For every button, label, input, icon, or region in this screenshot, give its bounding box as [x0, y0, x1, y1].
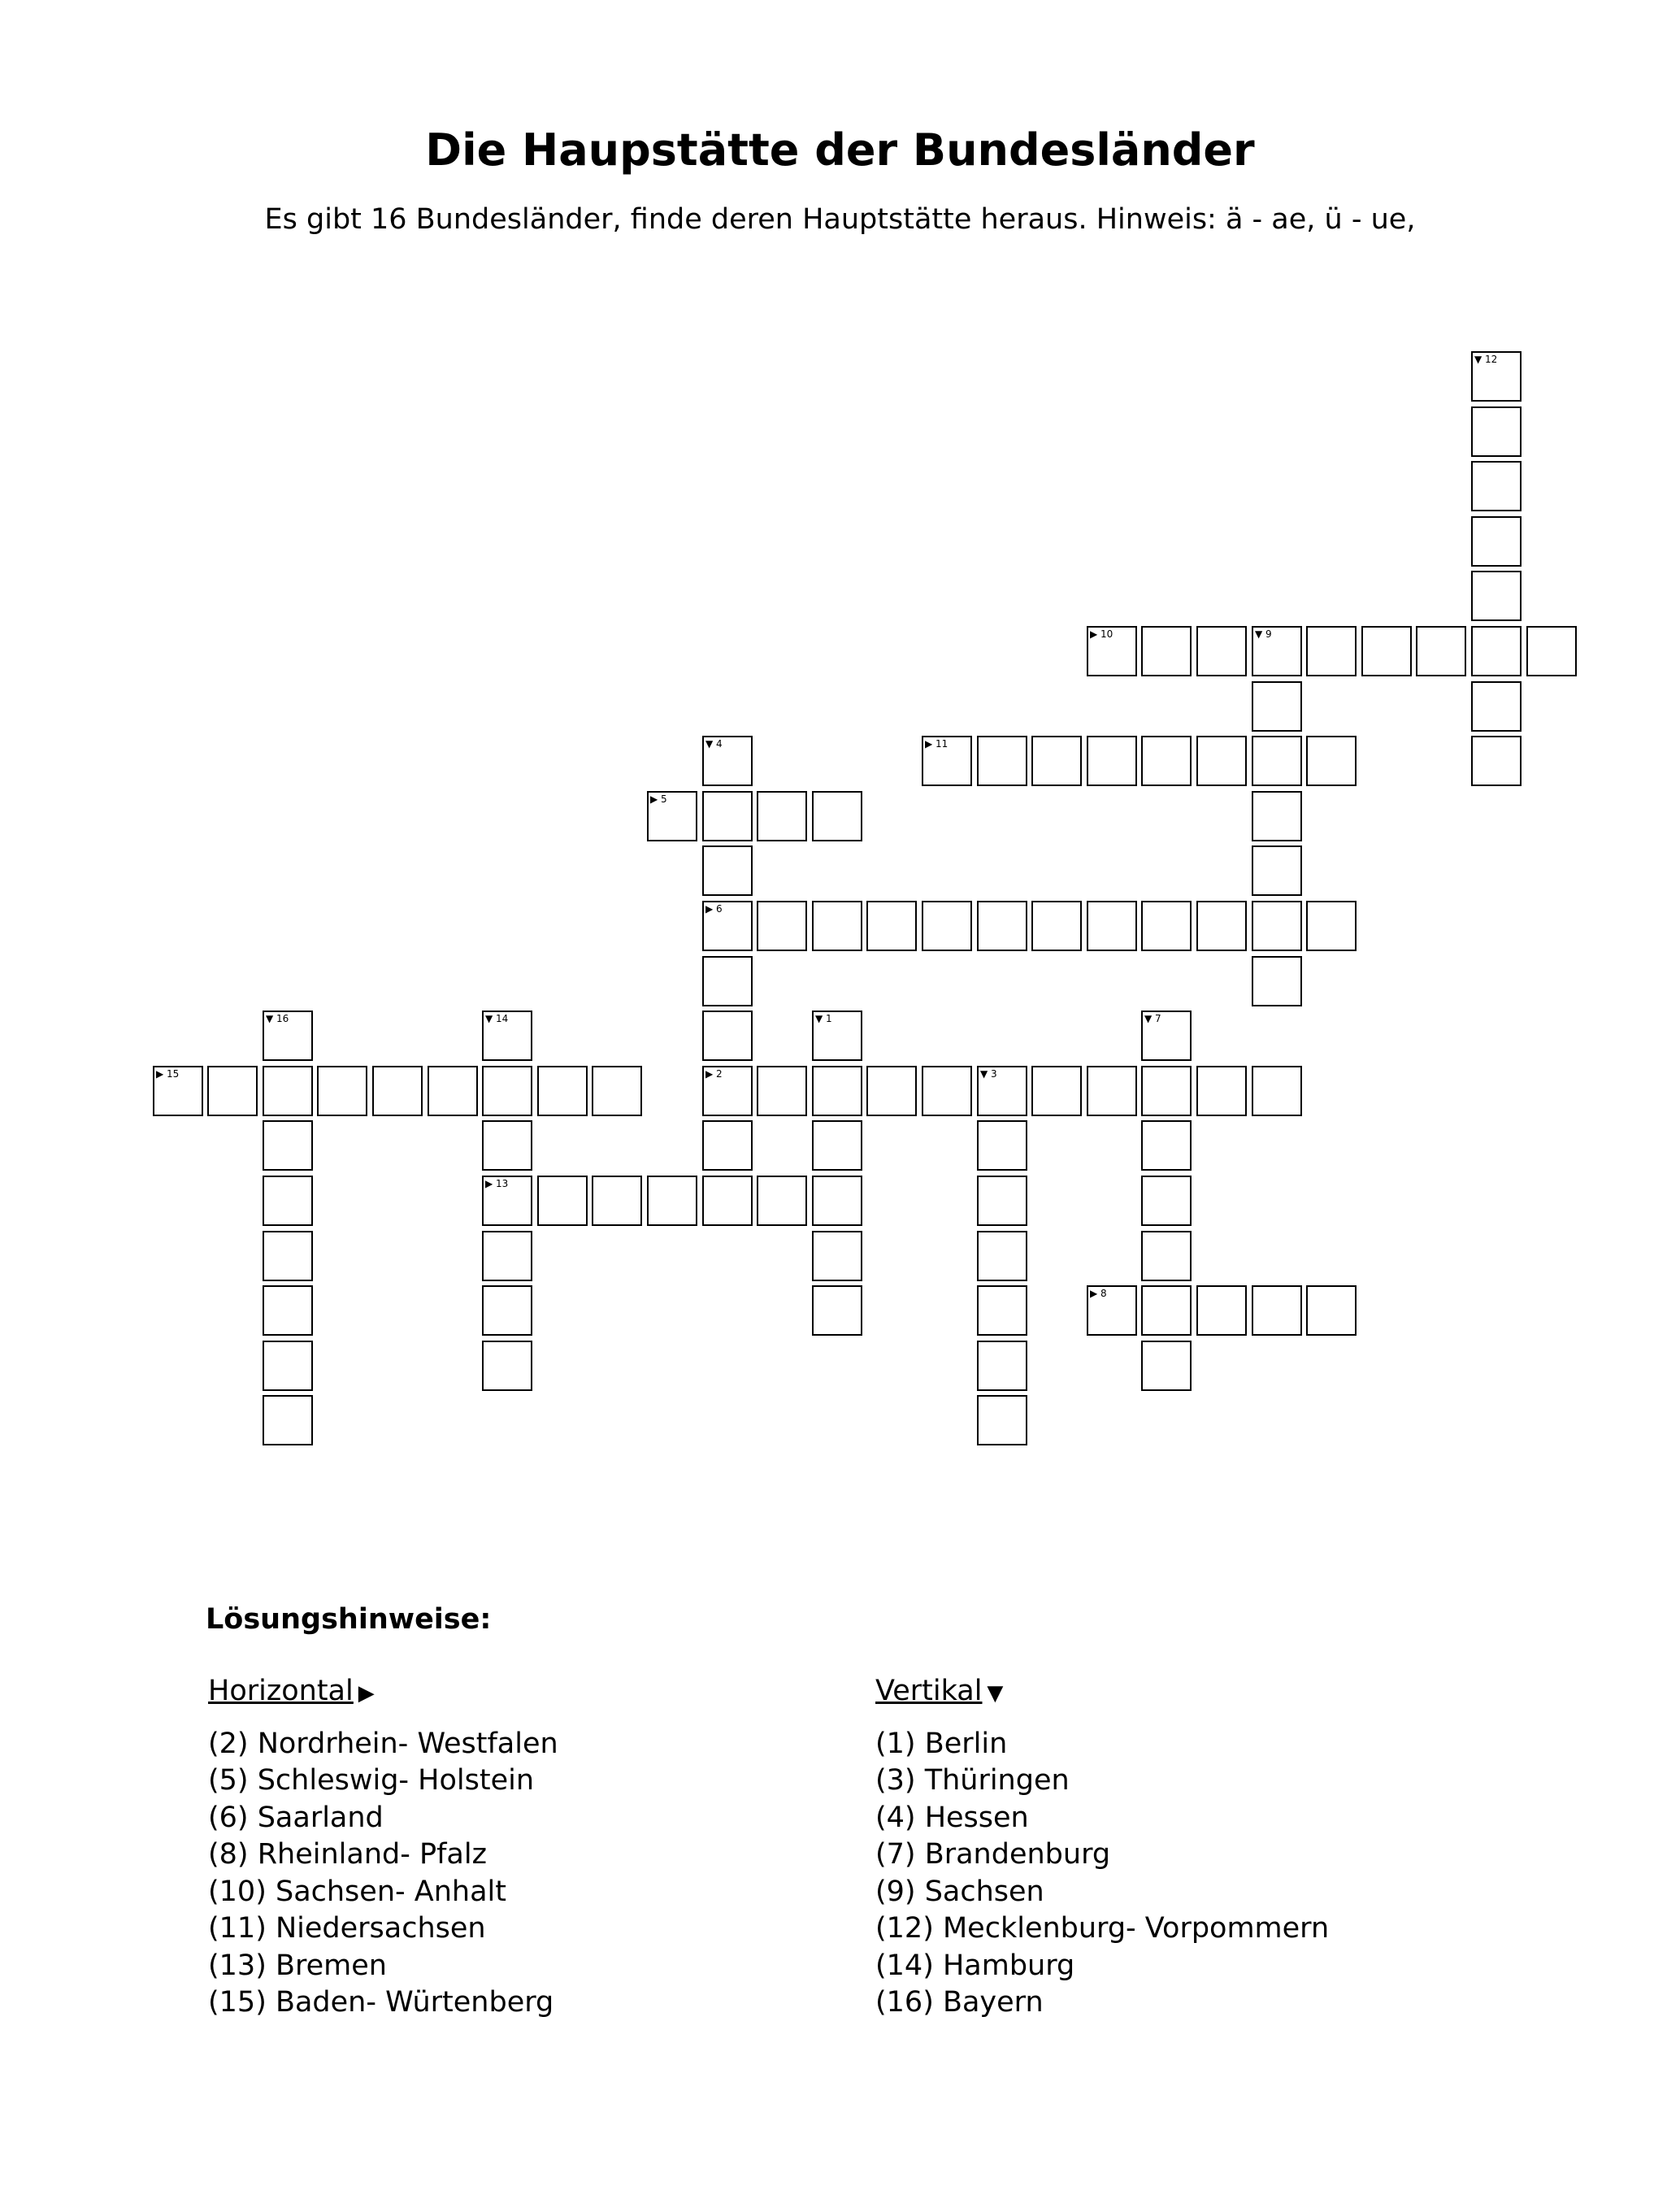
crossword-cell[interactable] — [153, 1066, 203, 1116]
crossword-cell[interactable] — [1087, 1285, 1137, 1336]
crossword-cell[interactable] — [922, 901, 972, 951]
crossword-cell[interactable] — [977, 1120, 1027, 1171]
crossword-cell[interactable] — [702, 845, 753, 896]
crossword-cell[interactable] — [482, 1285, 532, 1336]
clue-number: ▶ 13 — [485, 1178, 509, 1189]
crossword-cell[interactable] — [1087, 736, 1137, 786]
crossword-cell[interactable] — [1141, 1066, 1192, 1116]
crossword-cell[interactable] — [1141, 901, 1192, 951]
clue-item: (14) Hamburg — [875, 1949, 1075, 1982]
crossword-cell[interactable] — [482, 1066, 532, 1116]
clue-number: ▶ 8 — [1090, 1288, 1107, 1299]
crossword-cell[interactable] — [922, 1066, 972, 1116]
clue-item: (16) Bayern — [875, 1986, 1044, 2019]
clue-number: ▶ 2 — [705, 1068, 723, 1080]
crossword-cell[interactable] — [812, 1120, 862, 1171]
crossword-cell[interactable] — [977, 1341, 1027, 1391]
crossword-cell[interactable] — [977, 1176, 1027, 1226]
crossword-cell[interactable] — [482, 1231, 532, 1281]
clue-number: ▶ 15 — [156, 1068, 180, 1080]
crossword-cell[interactable] — [702, 1011, 753, 1061]
crossword-cell[interactable] — [1252, 845, 1302, 896]
crossword-cell[interactable] — [702, 791, 753, 841]
crossword-cell[interactable] — [592, 1066, 642, 1116]
clue-number: ▼ 9 — [1255, 628, 1272, 640]
crossword-cell[interactable] — [1141, 736, 1192, 786]
vertical-clues — [875, 1673, 1329, 2022]
crossword-cell[interactable] — [1252, 736, 1302, 786]
crossword-cell[interactable] — [1196, 736, 1247, 786]
crossword-cell[interactable] — [812, 791, 862, 841]
crossword-cell[interactable] — [1306, 736, 1357, 786]
crossword-cell[interactable] — [207, 1066, 258, 1116]
crossword-cell[interactable] — [1196, 1066, 1247, 1116]
crossword-cell[interactable] — [263, 1341, 313, 1391]
vertical-label: Vertikal — [875, 1675, 983, 1707]
crossword-cell[interactable] — [1306, 626, 1357, 676]
crossword-cell[interactable] — [263, 1066, 313, 1116]
crossword-cell[interactable] — [866, 901, 917, 951]
clue-number: ▼ 7 — [1144, 1013, 1161, 1024]
crossword-cell[interactable] — [757, 901, 807, 951]
crossword-cell[interactable] — [1141, 1341, 1192, 1391]
crossword-cell[interactable] — [1031, 1066, 1082, 1116]
crossword-cell[interactable] — [1416, 626, 1466, 676]
crossword-cell[interactable] — [1141, 1011, 1192, 1061]
clue-number: ▼ 4 — [705, 738, 723, 750]
crossword-cell[interactable] — [812, 1285, 862, 1336]
clue-item: (13) Bremen — [208, 1949, 387, 1982]
crossword-cell[interactable] — [592, 1176, 642, 1226]
crossword-cell[interactable] — [482, 1176, 532, 1226]
crossword-cell[interactable] — [922, 736, 972, 786]
crossword-cell[interactable] — [1306, 1285, 1357, 1336]
crossword-cell[interactable] — [1252, 791, 1302, 841]
crossword-cell[interactable] — [812, 901, 862, 951]
clue-number: ▼ 16 — [266, 1013, 289, 1024]
clue-item: (3) Thüringen — [875, 1764, 1070, 1797]
crossword-cell[interactable] — [702, 956, 753, 1006]
page-subtitle: Es gibt 16 Bundesländer, finde deren Hauptstätte heraus. Hinweis: ä - ae, ü - ue, — [264, 203, 1416, 236]
crossword-cell[interactable] — [1471, 736, 1522, 786]
crossword-cell[interactable] — [317, 1066, 367, 1116]
crossword-cell[interactable] — [1031, 901, 1082, 951]
crossword-cell[interactable] — [647, 791, 697, 841]
crossword-cell[interactable] — [263, 1120, 313, 1171]
clue-item: (12) Mecklenburg- Vorpommern — [875, 1912, 1330, 1945]
crossword-cell[interactable] — [757, 1176, 807, 1226]
clue-number: ▶ 5 — [650, 793, 667, 805]
crossword-cell[interactable] — [757, 1066, 807, 1116]
hints-title: Lösungshinweise: — [206, 1603, 492, 1636]
crossword-cell[interactable] — [428, 1066, 478, 1116]
crossword-cell[interactable] — [1471, 516, 1522, 567]
crossword-cell[interactable] — [812, 1066, 862, 1116]
crossword-cell[interactable] — [1141, 1285, 1192, 1336]
crossword-cell[interactable] — [1526, 626, 1577, 676]
crossword-cell[interactable] — [1471, 461, 1522, 511]
clue-item: (9) Sachsen — [875, 1875, 1044, 1908]
crossword-cell[interactable] — [866, 1066, 917, 1116]
crossword-cell[interactable] — [1196, 901, 1247, 951]
clue-item: (2) Nordrhein- Westfalen — [208, 1727, 558, 1760]
crossword-cell[interactable] — [702, 1176, 753, 1226]
clue-number: ▶ 10 — [1090, 628, 1113, 640]
crossword-cell[interactable] — [1141, 626, 1192, 676]
crossword-cell[interactable] — [263, 1011, 313, 1061]
clue-item: (1) Berlin — [875, 1727, 1008, 1760]
clue-number: ▼ 1 — [815, 1013, 832, 1024]
horizontal-heading — [208, 1673, 558, 1713]
clue-number: ▶ 11 — [925, 738, 949, 750]
crossword-cell[interactable] — [537, 1066, 588, 1116]
clue-item: (6) Saarland — [208, 1801, 384, 1834]
crossword-cell[interactable] — [1252, 626, 1302, 676]
crossword-cell[interactable] — [263, 1176, 313, 1226]
right-arrow-icon: ▶ — [358, 1681, 375, 1706]
crossword-cell[interactable] — [482, 1120, 532, 1171]
crossword-cell[interactable] — [1196, 1285, 1247, 1336]
clue-item: (11) Niedersachsen — [208, 1912, 486, 1945]
crossword-cell[interactable] — [1471, 351, 1522, 402]
down-arrow-icon: ▼ — [987, 1681, 1004, 1706]
clue-number: ▼ 14 — [485, 1013, 509, 1024]
page-title: Die Haupstätte der Bundesländer — [425, 124, 1255, 176]
crossword-cell[interactable] — [537, 1176, 588, 1226]
crossword-cell[interactable] — [1252, 1285, 1302, 1336]
crossword-cell[interactable] — [812, 1231, 862, 1281]
crossword-cell[interactable] — [977, 901, 1027, 951]
crossword-cell[interactable] — [1252, 956, 1302, 1006]
clue-item: (15) Baden- Würtenberg — [208, 1986, 554, 2019]
crossword-cell[interactable] — [702, 1066, 753, 1116]
clue-number: ▼ 12 — [1474, 354, 1498, 365]
crossword-cell[interactable] — [482, 1341, 532, 1391]
crossword-cell[interactable] — [977, 736, 1027, 786]
crossword-cell[interactable] — [1087, 626, 1137, 676]
crossword-cell[interactable] — [482, 1011, 532, 1061]
clue-number: ▼ 3 — [980, 1068, 997, 1080]
crossword-cell[interactable] — [1141, 1120, 1192, 1171]
crossword-cell[interactable] — [263, 1395, 313, 1445]
crossword-cell[interactable] — [1031, 736, 1082, 786]
crossword-cell[interactable] — [1306, 901, 1357, 951]
crossword-cell[interactable] — [702, 1120, 753, 1171]
crossword-cell[interactable] — [812, 1011, 862, 1061]
clue-item: (5) Schleswig- Holstein — [208, 1764, 535, 1797]
crossword-cell[interactable] — [263, 1231, 313, 1281]
crossword-cell[interactable] — [1196, 626, 1247, 676]
crossword-cell[interactable] — [1471, 406, 1522, 457]
vertical-heading — [875, 1673, 1329, 1713]
crossword-cell[interactable] — [1252, 681, 1302, 732]
crossword-cell[interactable] — [263, 1285, 313, 1336]
crossword-cell[interactable] — [1141, 1231, 1192, 1281]
crossword-cell[interactable] — [702, 901, 753, 951]
crossword-cell[interactable] — [1087, 901, 1137, 951]
horizontal-clues — [208, 1673, 558, 2022]
crossword-cell[interactable] — [1471, 626, 1522, 676]
clue-item: (7) Brandenburg — [875, 1838, 1111, 1871]
horizontal-clue-list — [208, 1726, 558, 2022]
crossword-cell[interactable] — [1252, 901, 1302, 951]
clue-item: (4) Hessen — [875, 1801, 1029, 1834]
clue-number: ▶ 6 — [705, 903, 723, 915]
crossword-cell[interactable] — [1361, 626, 1412, 676]
crossword-cell[interactable] — [1141, 1176, 1192, 1226]
crossword-cell[interactable] — [1252, 1066, 1302, 1116]
crossword-cell[interactable] — [977, 1231, 1027, 1281]
crossword-cell[interactable] — [812, 1176, 862, 1226]
crossword-cell[interactable] — [1087, 1066, 1137, 1116]
crossword-cell[interactable] — [647, 1176, 697, 1226]
crossword-cell[interactable] — [757, 791, 807, 841]
horizontal-label: Horizontal — [208, 1675, 354, 1707]
crossword-cell[interactable] — [977, 1066, 1027, 1116]
crossword-cell[interactable] — [1471, 571, 1522, 621]
clue-item: (8) Rheinland- Pfalz — [208, 1838, 487, 1871]
crossword-cell[interactable] — [977, 1285, 1027, 1336]
clue-item: (10) Sachsen- Anhalt — [208, 1875, 506, 1908]
vertical-clue-list — [875, 1726, 1329, 2022]
crossword-cell[interactable] — [702, 736, 753, 786]
crossword-cell[interactable] — [1471, 681, 1522, 732]
crossword-cell[interactable] — [372, 1066, 423, 1116]
crossword-cell[interactable] — [977, 1395, 1027, 1445]
